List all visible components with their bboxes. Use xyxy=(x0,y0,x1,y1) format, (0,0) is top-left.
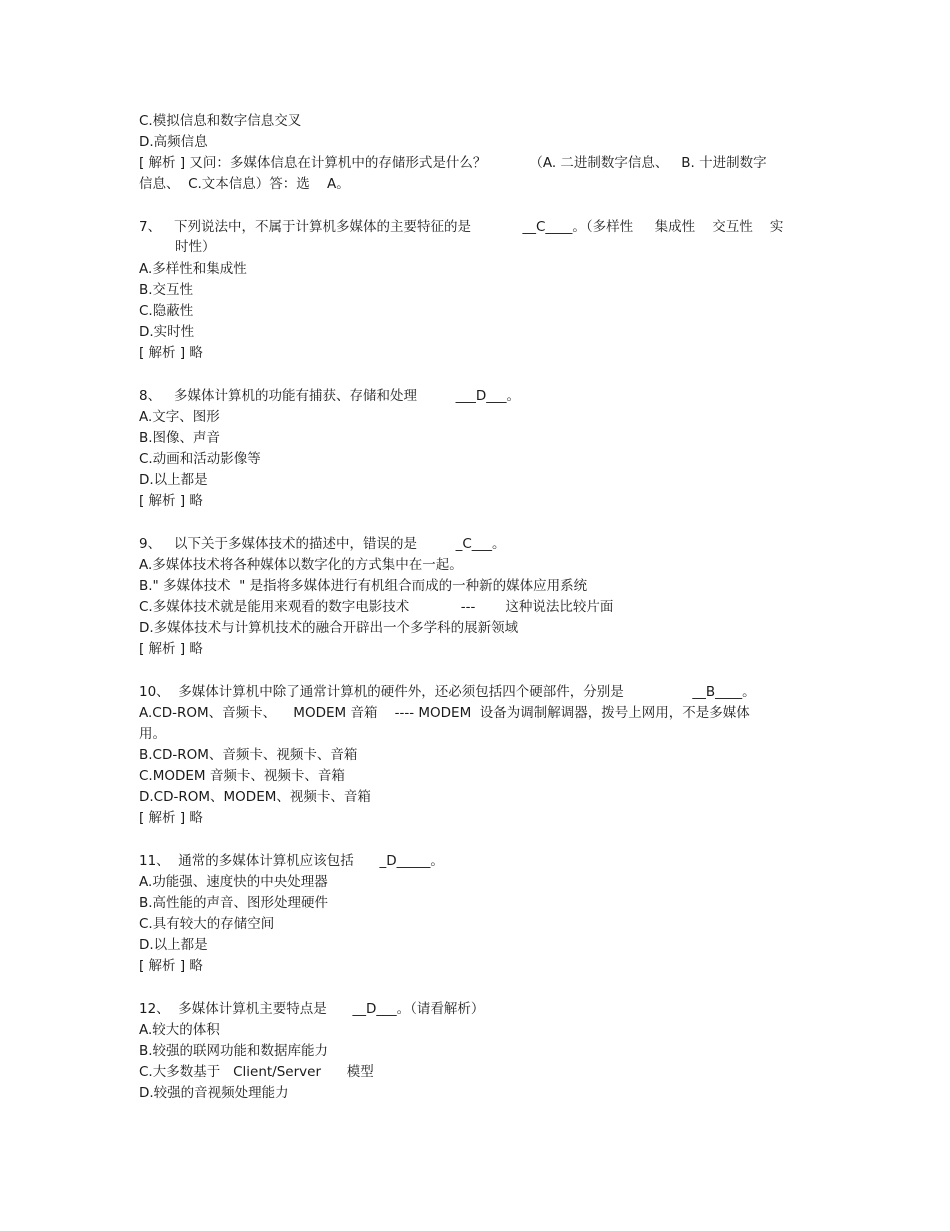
question-11: 11、 通常的多媒体计算机应该包括 _D_____。 xyxy=(139,853,444,869)
analysis-line: [ 解析 ] 略 xyxy=(139,641,203,657)
option-c-line: C.多媒体技术就是能用来观看的数字电影技术 --- 这种说法比较片面 xyxy=(139,599,614,615)
question-8: 8、 多媒体计算机的功能有捕获、存储和处理 ___D___。 xyxy=(139,388,520,404)
option-d-line: D.多媒体技术与计算机技术的融合开辟出一个多学科的展新领域 xyxy=(139,620,519,636)
analysis-line: [ 解析 ] 略 xyxy=(139,345,203,361)
analysis-line: [ 解析 ] 略 xyxy=(139,493,203,509)
option-b-line: B.图像、声音 xyxy=(139,430,221,446)
analysis-line: [ 解析 ] 略 xyxy=(139,958,203,974)
option-b-line: B." 多媒体技术 " 是指将多媒体进行有机组合而成的一种新的媒体应用系统 xyxy=(139,578,588,594)
option-d-line: D.CD-ROM、MODEM、视频卡、音箱 xyxy=(139,789,371,805)
option-a-line: A.多媒体技术将各种媒体以数字化的方式集中在一起。 xyxy=(139,557,463,573)
analysis-line-cont: 信息、 C.文本信息）答：选 A。 xyxy=(139,176,350,192)
option-c-line: C.动画和活动影像等 xyxy=(139,451,261,467)
option-b-line: B.CD-ROM、音频卡、视频卡、音箱 xyxy=(139,747,358,763)
option-c-line: C.具有较大的存储空间 xyxy=(139,916,275,932)
question-7: 7、 下列说法中，不属于计算机多媒体的主要特征的是 __C____。（多样性 集成性 交互性 实 xyxy=(139,219,784,235)
option-c-line: C.隐蔽性 xyxy=(139,303,194,319)
question-7-cont: 时性） xyxy=(175,239,216,255)
option-a-line: A.功能强、速度快的中央处理器 xyxy=(139,874,328,890)
option-b-line: B.交互性 xyxy=(139,282,194,298)
question-9: 9、 以下关于多媒体技术的描述中，错误的是 _C___。 xyxy=(139,536,506,552)
analysis-line: [ 解析 ] 又问：多媒体信息在计算机中的存储形式是什么？ （A. 二进制数字信息、 B. 十进制数字 xyxy=(139,155,767,171)
option-a-line: A.CD-ROM、音频卡、 MODEM 音箱 ---- MODEM 设备为调制解调器，拨号上网用，不是多媒体 xyxy=(139,705,750,721)
option-d-line: D.较强的音视频处理能力 xyxy=(139,1085,289,1101)
option-b-line: B.高性能的声音、图形处理硬件 xyxy=(139,895,329,911)
question-12: 12、 多媒体计算机主要特点是 __D___。（请看解析） xyxy=(139,1001,485,1017)
option-c-line: C.MODEM 音频卡、视频卡、音箱 xyxy=(139,768,345,784)
option-d-line: D.高频信息 xyxy=(139,134,208,150)
option-c-line: C.模拟信息和数字信息交叉 xyxy=(139,113,302,129)
option-a-line-cont: 用。 xyxy=(139,726,166,742)
option-b-line: B.较强的联网功能和数据库能力 xyxy=(139,1043,329,1059)
option-d-line: D.实时性 xyxy=(139,324,195,340)
option-a-line: A.较大的体积 xyxy=(139,1022,220,1038)
analysis-line: [ 解析 ] 略 xyxy=(139,810,203,826)
option-d-line: D.以上都是 xyxy=(139,937,208,953)
question-10: 10、 多媒体计算机中除了通常计算机的硬件外，还必须包括四个硬部件，分别是 __B____。 xyxy=(139,684,756,700)
option-a-line: A.文字、图形 xyxy=(139,409,220,425)
option-c-line: C.大多数基于 Client/Server 模型 xyxy=(139,1064,374,1080)
option-d-line: D.以上都是 xyxy=(139,472,208,488)
option-a-line: A.多样性和集成性 xyxy=(139,261,247,277)
